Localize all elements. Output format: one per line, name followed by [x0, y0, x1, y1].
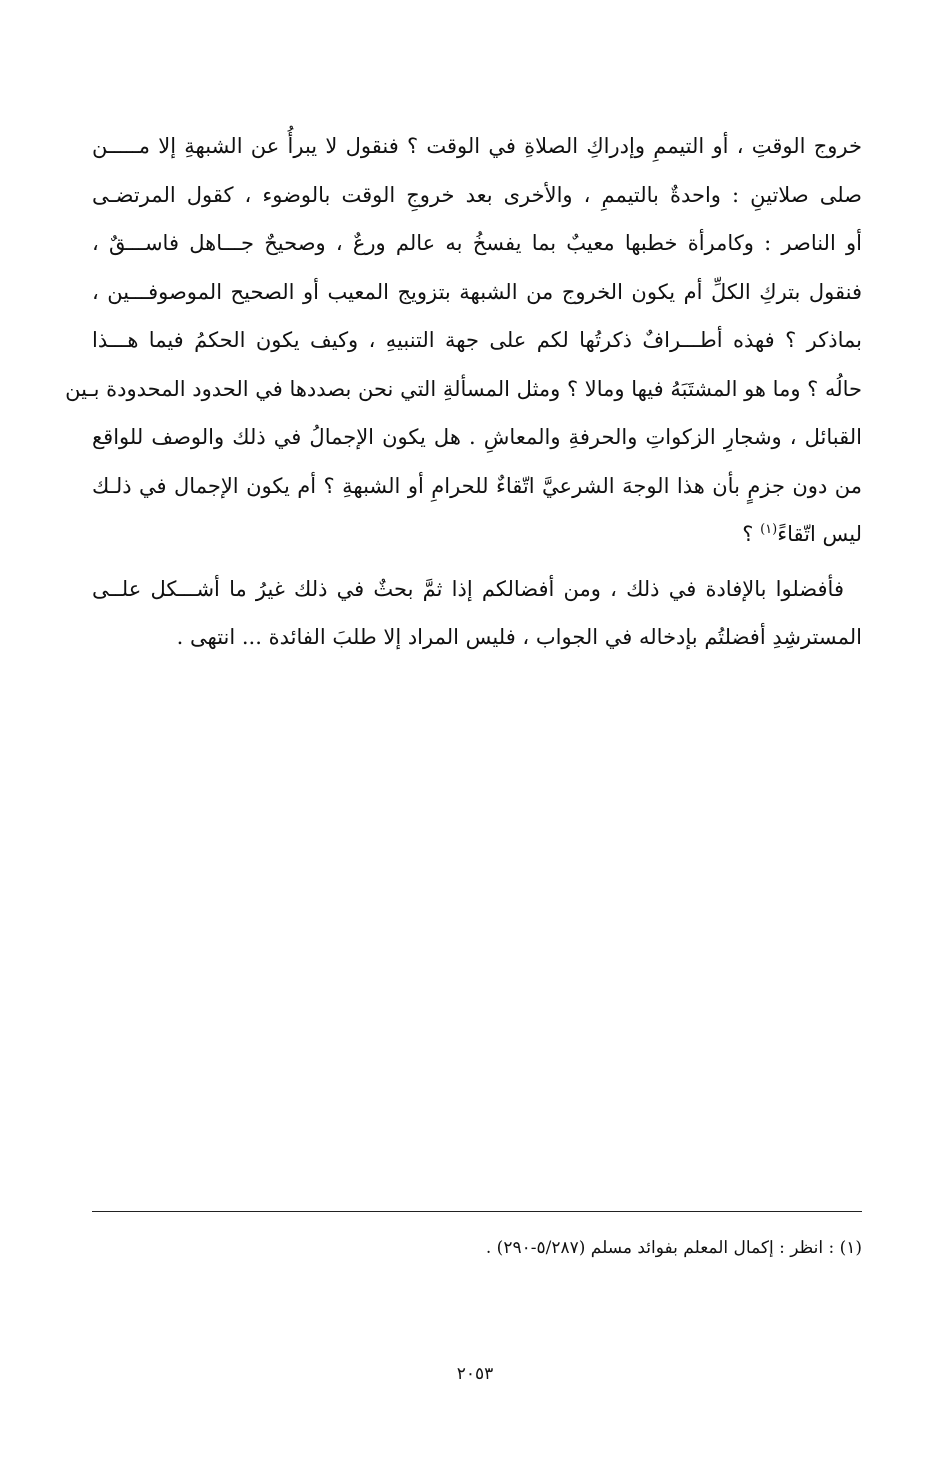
- page-number: ٢٠٥٣: [456, 1364, 494, 1384]
- text-line: خروج الوقتِ ، أو التيممِ وإدراكِ الصلاةِ في الوقت ؟ فنقول لا يبرأُ عن الشبهةِ إلا مـــــن: [92, 134, 862, 158]
- text-fragment: ليس اتّقاءً: [777, 522, 862, 546]
- text-line: بماذكر ؟ فهذه أطـــرافٌ ذكرتُها لكم على جهة التنبيهِ ، وكيف يكون الحكمُ فيما هـــذا: [92, 328, 862, 352]
- text-line: [92, 510, 862, 559]
- text-line: فنقول بتركِ الكلِّ أم يكون الخروج من الشبهة بتزويج المعيب أو الصحيح الموصوفـــين ،: [92, 279, 862, 304]
- text-line: صلى صلاتينِ : واحدةٌ بالتيممِ ، والأخرى بعد خروجِ الوقت بالوضوء ، كقول المرتضـى: [92, 182, 862, 207]
- footnote-reference: (١): [760, 522, 778, 537]
- main-text: [65, 122, 862, 662]
- text-line: القبائل ، وشجارِ الزكواتِ والحرفةِ والمعاشِ . هل يكون الإجمالُ في ذلك والوصف للواقع: [92, 425, 862, 449]
- text-line: من دون جزمٍ بأن هذا الوجهَ الشرعيَّ اتّقاءٌ للحرامِ أو الشبهةِ ؟ أم يكون الإجمال في ذلـك: [92, 473, 862, 498]
- text-line: المسترشِدِ أفضلتُم بإدخاله في الجواب ، فليس المراد إلا طلبَ الفائدة ... انتهى .: [176, 625, 862, 649]
- footnote: (١) : انظر : إكمال المعلم بفوائد مسلم (٥/٢٨٧-٢٩٠) .: [485, 1238, 862, 1258]
- text-line: حالُه ؟ وما هو المشتَبَهُ فيها ومالا ؟ ومثل المسألةِ التي نحن بصددها في الحدود المحدودة بـين: [65, 376, 862, 401]
- text-line: أو الناصر : وكامرأة خطبها معيبٌ بما يفسخُ به عالم ورعٌ ، وصحيحٌ جـــاهل فاســـقٌ ،: [92, 231, 862, 255]
- text-fragment: ؟: [742, 522, 761, 546]
- footnote-separator: [92, 1211, 862, 1212]
- text-line: فأفضلوا بالإفادة في ذلك ، ومن أفضالكم إذا ثمَّ بحثٌ في ذلك غيرُ ما أشـــكل علــى: [92, 576, 844, 601]
